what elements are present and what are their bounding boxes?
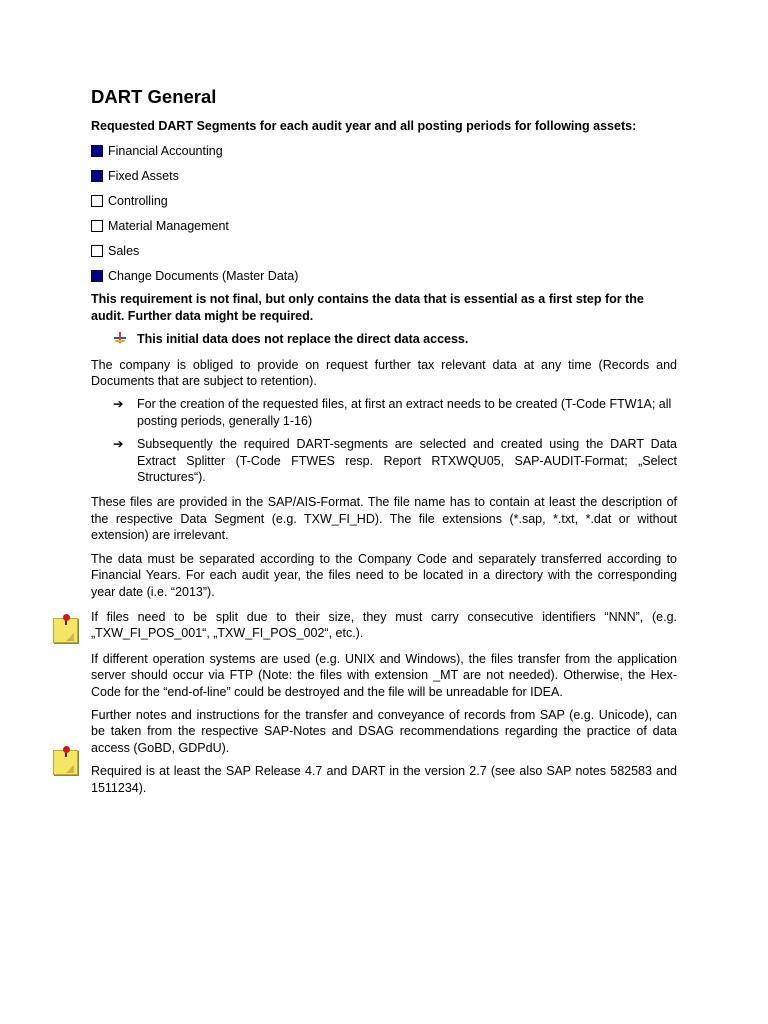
info-icon: [113, 331, 137, 348]
segment-financial-accounting[interactable]: [91, 143, 677, 159]
segment-change-documents[interactable]: [91, 268, 677, 284]
checkbox-unchecked[interactable]: [91, 195, 103, 207]
segment-label: Material Management: [108, 219, 229, 234]
checkbox-unchecked[interactable]: [91, 245, 103, 257]
notes-paragraph: Further notes and instructions for the transfer and conveyance of records from SAP (e.g. Unicode), can be taken from the respective SAP-Notes and DSAG recommendations regarding the practice of data access (GoBD, GDPdU).: [91, 707, 677, 755]
arrow-right-icon: ➔: [113, 437, 124, 452]
segment-controlling[interactable]: [91, 193, 677, 209]
segment-label: Change Documents (Master Data): [108, 269, 299, 284]
separation-paragraph: The data must be separated according to the Company Code and separately transferred according to Financial Years. For each audit year, the files need to be located in a directory with the corresponding year date (i.e. “2013”).: [91, 551, 677, 599]
segment-label: Fixed Assets: [108, 169, 179, 184]
release-paragraph: Required is at least the SAP Release 4.7 and DART in the version 2.7 (see also SAP notes 582583 and 1511234).: [91, 764, 677, 795]
segment-material-management[interactable]: [91, 218, 677, 234]
step-text: Subsequently the required DART-segments are selected and created using the DART Data Extract Splitter (T-Code FTWES resp. Report RTXWQU05, SAP-AUDIT-Format; „Select Structures“).: [137, 437, 677, 485]
segment-fixed-assets[interactable]: [91, 168, 677, 184]
intro-text: Requested DART Segments for each audit year and all posting periods for following assets:: [91, 119, 637, 133]
initial-data-note: This initial data does not replace the direct data access.: [137, 332, 469, 347]
document-page: [91, 86, 677, 803]
note-pin: [63, 614, 70, 621]
checkbox-checked[interactable]: [91, 270, 103, 282]
step-text: For the creation of the requested files, at first an extract needs to be created (T-Code FTW1A; all posting periods, generally 1-16): [137, 397, 672, 428]
requirement-note: This requirement is not final, but only contains the data that is essential as a first step for the audit. Further data might be required.: [91, 292, 644, 323]
segment-label: Controlling: [108, 194, 168, 209]
initial-data-item: [113, 331, 677, 348]
segment-label: Financial Accounting: [108, 144, 223, 159]
note-pin: [63, 746, 70, 753]
arrow-right-icon: ➔: [113, 397, 124, 412]
sticky-note-icon[interactable]: [53, 746, 81, 776]
note-fold: [66, 633, 74, 641]
page-title: DART General: [91, 86, 217, 107]
step-item: [113, 396, 677, 429]
sticky-note-icon[interactable]: [53, 614, 81, 644]
format-paragraph: These files are provided in the SAP/AIS-Format. The file name has to contain at least the description of the respective Data Segment (e.g. TXW_FI_HD). The file extensions (*.sap, *.txt, *.dat or without extension) are irrelevant.: [91, 495, 677, 543]
step-item: [113, 436, 677, 485]
checkbox-checked[interactable]: [91, 170, 103, 182]
company-obligation: The company is obliged to provide on request further tax relevant data at any time (Records and Documents that are subject to retention).: [91, 357, 677, 389]
split-paragraph: If files need to be split due to their size, they must carry consecutive identifiers “NNN”, (e.g. „TXW_FI_POS_001“, „TXW_FI_POS_002“, etc.).: [91, 609, 677, 641]
os-paragraph: If different operation systems are used (e.g. UNIX and Windows), the files transfer from the application server should occur via FTP (Note: the files with extension _MT are not needed). Otherwise, the Hex-Code for the “end-of-line” could be destroyed and the file will be unreadable for IDEA.: [91, 651, 677, 699]
checkbox-unchecked[interactable]: [91, 220, 103, 232]
segment-sales[interactable]: [91, 243, 677, 259]
note-fold: [66, 765, 74, 773]
checkbox-checked[interactable]: [91, 145, 103, 157]
segment-label: Sales: [108, 244, 140, 259]
